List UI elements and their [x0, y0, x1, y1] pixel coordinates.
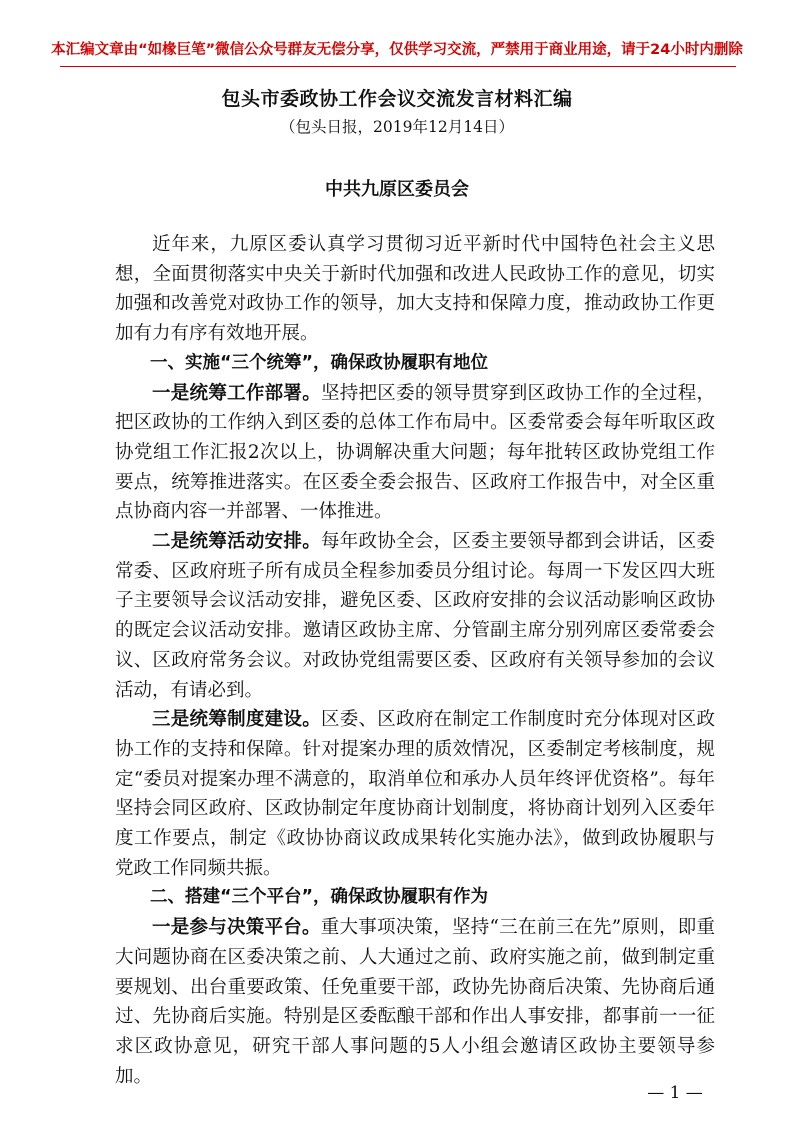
paragraph-text: 每年政协全会，区委主要领导都到会讲话，区委常委、区政府班子所有成员全程参加委员分组讨论。每周一下发区四大班子主要领导会议活动安排，避免区委、区政府安排的会议活动影响区政协的既定会议活动安排。邀请区政协主席、分管副主席分别列席区委常委会议、区政府常务会议。对政协党组需要区委、区政府有关领导参加的会议活动，有请必到。 — [115, 531, 715, 701]
paragraph — [115, 230, 715, 349]
document-subtitle: （包头日报，2019年12月14日） — [280, 118, 514, 136]
paragraph-lead: 一是参与决策平台。 — [152, 917, 321, 939]
section-heading: 一、实施“三个统筹”，确保政协履职有地位 — [150, 352, 489, 373]
document-author: 中共九原区委员会 — [325, 179, 469, 200]
paragraph-lead: 三是统筹制度建设。 — [152, 709, 321, 731]
copyright-banner: 本汇编文章由“如椽巨笔”微信公众号群友无偿分享，仅供学习交流，严禁用于商业用途，请于24小时内删除 — [51, 42, 743, 58]
paragraph — [115, 913, 715, 1091]
paragraph-text: 坚持把区委的领导贯穿到区政协工作的全过程，把区政协的工作纳入到区委的总体工作布局中。区委常委会每年听取区政协党组工作汇报2次以上，协调解决重大问题；每年批转区政协党组工作要点，统筹推进落实。在区委全委会报告、区政府工作报告中，对全区重点协商内容一并部署、一体推进。 — [115, 382, 715, 523]
paragraph — [115, 527, 715, 705]
paragraph-lead: 一是统筹工作部署。 — [152, 382, 321, 404]
paragraph-text: 近年来，九原区委认真学习贯彻习近平新时代中国特色社会主义思想，全面贯彻落实中央关于新时代加强和改进人民政协工作的意见，切实加强和改善党对政协工作的领导，加大支持和保障力度，推动政协工作更加有力有序有效地开展。 — [115, 234, 715, 345]
paragraph-lead: 二是统筹活动安排。 — [152, 531, 321, 553]
page-number: — 1 — — [647, 1083, 703, 1103]
document-title: 包头市委政协工作会议交流发言材料汇编 — [221, 88, 573, 110]
section-heading: 二、搭建“三个平台”，确保政协履职有作为 — [150, 887, 489, 908]
paragraph-text: 区委、区政府在制定工作制度时充分体现对区政协工作的支持和保障。针对提案办理的质效情况，区委制定考核制度，规定“委员对提案办理不满意的，取消单位和承办人员年终评优资格”。每年坚持会同区政府、区政协制定年度协商计划制度，将协商计划列入区委年度工作要点，制定《政协协商议政成果转化实施办法》，做到政协履职与党政工作同频共振。 — [115, 709, 715, 879]
paragraph — [115, 379, 715, 528]
document-body — [115, 230, 715, 1091]
paragraph-text: 重大事项决策，坚持“三在前三在先”原则，即重大问题协商在区委决策之前、人大通过之前、政府实施之前，做到制定重要规划、出台重要政策、任免重要干部，政协先协商后决策、先协商后通过、先协商后实施。特别是区委酝酿干部和作出人事安排，都事前一一征求区政协意见，研究干部人事问题的5人小组会邀请区政协主要领导参加。 — [115, 917, 715, 1087]
banner-divider — [60, 66, 736, 67]
paragraph — [115, 705, 715, 883]
